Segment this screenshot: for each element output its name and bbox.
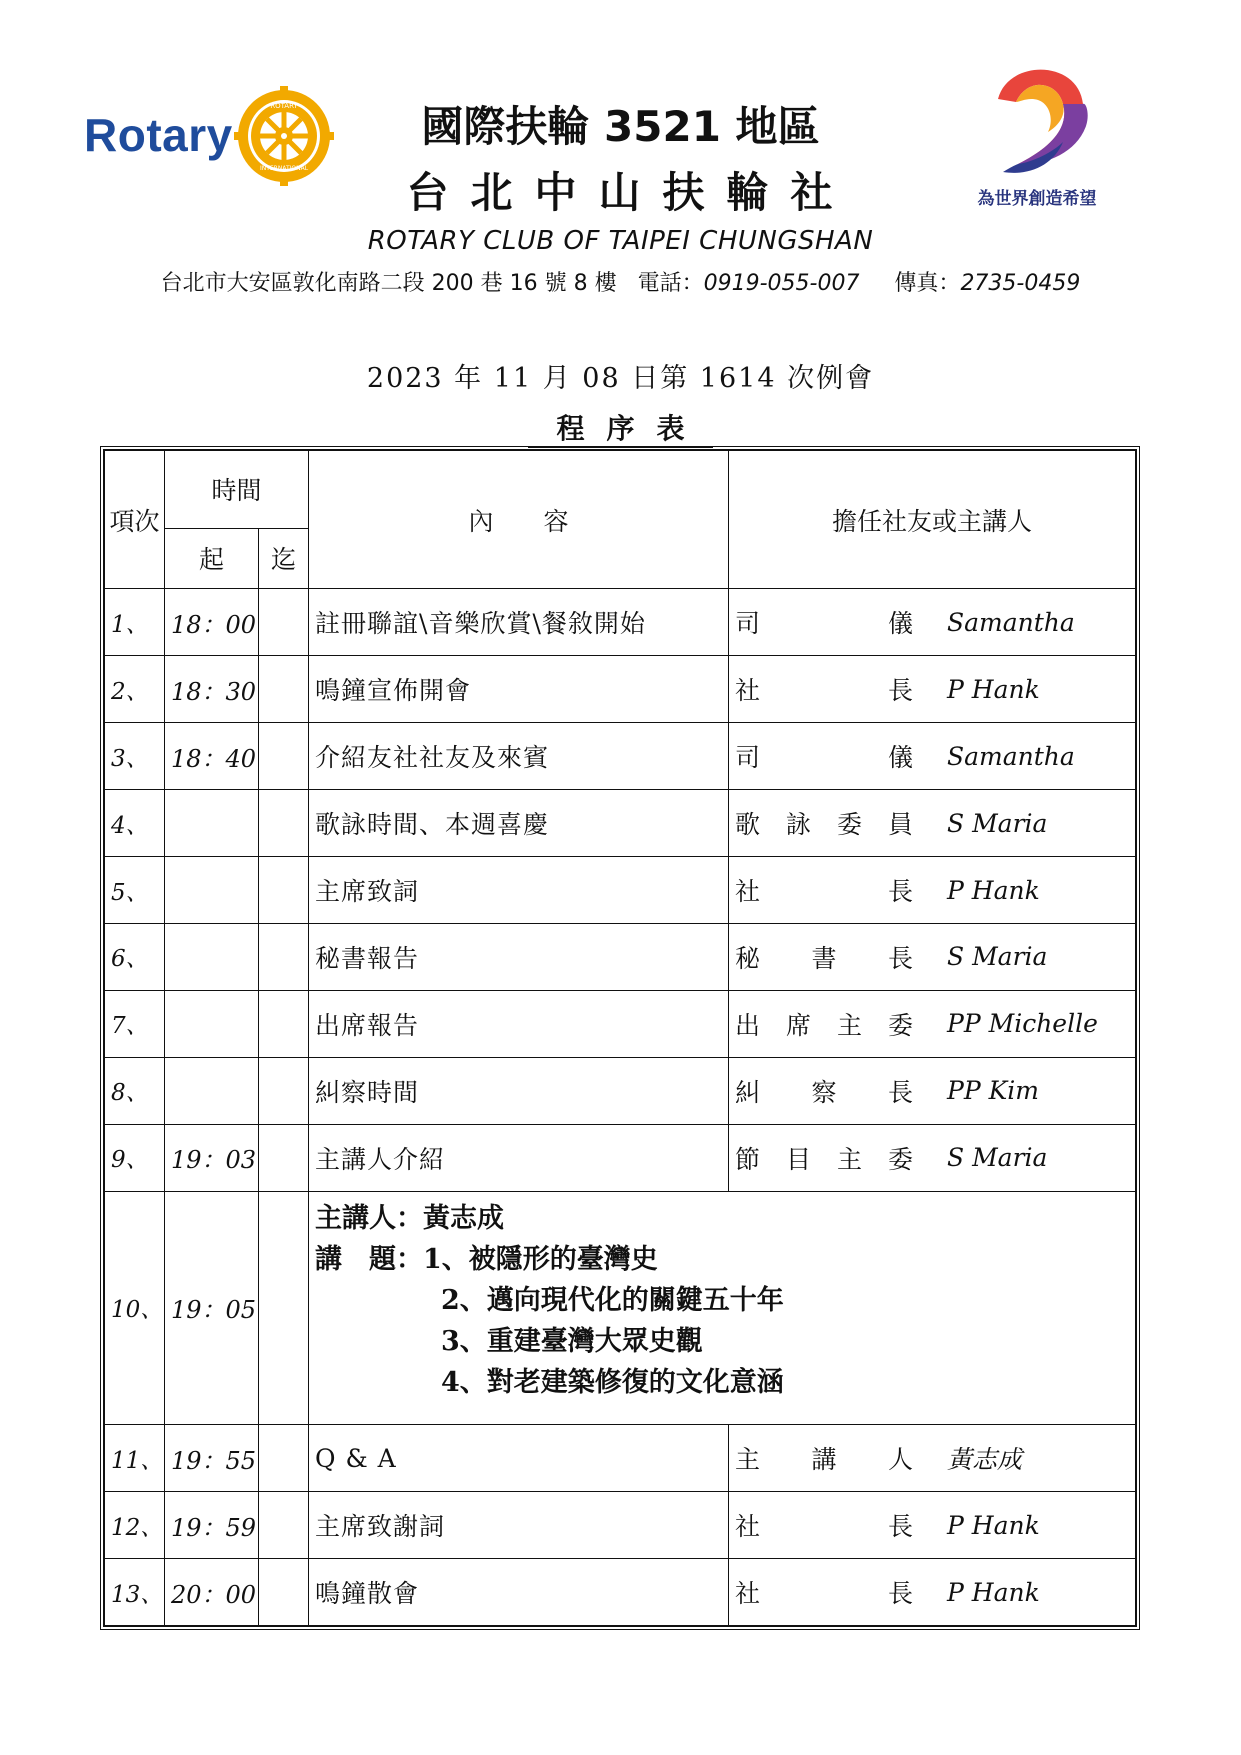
row-person [729, 1492, 1136, 1559]
row-start: 19：05 [165, 1191, 259, 1424]
row-person [729, 1124, 1136, 1191]
row-role: 社長 [735, 1512, 914, 1542]
row-end [259, 990, 309, 1057]
row-no: 8、 [105, 1057, 165, 1124]
row-name: S Maria [947, 1143, 1048, 1173]
row-no: 1、 [105, 589, 165, 656]
row-content: 介紹友社社友及來賓 [309, 723, 729, 790]
col-person-header: 擔任社友或主講人 [729, 451, 1136, 589]
fax-label: 傳真： [894, 271, 961, 296]
phone: 0919-055-007 [703, 271, 860, 296]
speaker-label: 主講人： [315, 1202, 424, 1234]
table-row [105, 656, 1136, 723]
row-person [729, 589, 1136, 656]
row-person [729, 857, 1136, 924]
col-end-header: 迄 [259, 528, 309, 588]
row-start [165, 1057, 259, 1124]
table-row [105, 1492, 1136, 1559]
row-role: 司儀 [735, 743, 914, 773]
row-content: 註冊聯誼\音樂欣賞\餐敘開始 [309, 589, 729, 656]
row-no: 13、 [105, 1559, 165, 1626]
col-content-header: 內 容 [309, 451, 729, 589]
topic-label: 講 題： [315, 1243, 424, 1275]
row-content: 主席致詞 [309, 857, 729, 924]
row-person [729, 723, 1136, 790]
row-name: PP Kim [947, 1076, 1039, 1106]
club-title: 台北中山扶輪社 [406, 168, 855, 217]
row-content: 糾察時間 [309, 1057, 729, 1124]
address: 台北市大安區敦化南路二段 200 巷 16 號 8 樓 [160, 271, 617, 296]
fax: 2735-0459 [960, 271, 1081, 296]
row-person [729, 990, 1136, 1057]
row-start: 19：03 [165, 1124, 259, 1191]
row-content: 歌詠時間、本週喜慶 [309, 790, 729, 857]
row-no: 9、 [105, 1124, 165, 1191]
district-title: 國際扶輪 3521 地區 [421, 102, 820, 151]
col-start-header: 起 [165, 528, 259, 588]
row-name: P Hank [947, 674, 1040, 704]
row-start: 20：00 [165, 1559, 259, 1626]
topic-3: 3、重建臺灣大眾史觀 [441, 1325, 703, 1357]
table-row [105, 857, 1136, 924]
row-end [259, 656, 309, 723]
topic-1: 1、被隱形的臺灣史 [423, 1243, 658, 1275]
row-role: 節目主委 [735, 1144, 914, 1174]
row-person [729, 790, 1136, 857]
row-start [165, 990, 259, 1057]
row-no: 3、 [105, 723, 165, 790]
row-no: 10、 [105, 1191, 165, 1424]
row-end [259, 1124, 309, 1191]
table-row [105, 1057, 1136, 1124]
club-english-name: ROTARY CLUB OF TAIPEI CHUNGSHAN [367, 226, 874, 256]
row-name: P Hank [947, 875, 1040, 905]
table-row [105, 790, 1136, 857]
row-end [259, 1425, 309, 1492]
row-content: Q & A [309, 1425, 729, 1492]
speaker-name: 黃志成 [423, 1202, 505, 1234]
row-start [165, 924, 259, 991]
row-no: 4、 [105, 790, 165, 857]
row-name: Samantha [947, 607, 1075, 637]
row-start: 19：55 [165, 1425, 259, 1492]
row-no: 2、 [105, 656, 165, 723]
table-row [105, 589, 1136, 656]
table-row [105, 924, 1136, 991]
row-role: 秘書長 [735, 943, 914, 973]
row-role: 出席主委 [735, 1010, 914, 1040]
slogan: 為世界創造希望 [977, 189, 1097, 209]
row-end [259, 1191, 309, 1424]
table-row [105, 990, 1136, 1057]
row-name: S Maria [947, 942, 1048, 972]
row-person [729, 1559, 1136, 1626]
row-role: 糾察長 [735, 1077, 914, 1107]
row-start: 18：40 [165, 723, 259, 790]
speaker-row [105, 1191, 1136, 1424]
row-start: 19：59 [165, 1492, 259, 1559]
wheel-text-top: ROTARY [270, 102, 298, 110]
row-name: P Hank [947, 1510, 1040, 1540]
program-title: 程序表 [528, 412, 712, 448]
col-time-header: 時間 [165, 451, 309, 529]
table-row [105, 1425, 1136, 1492]
speaker-cell [309, 1191, 1136, 1424]
table-row [105, 1559, 1136, 1626]
row-name: P Hank [947, 1577, 1040, 1607]
topic-2: 2、邁向現代化的關鍵五十年 [441, 1284, 784, 1316]
row-content: 鳴鐘散會 [309, 1559, 729, 1626]
row-name: PP Michelle [947, 1009, 1098, 1039]
rotary-wordmark: Rotary [84, 109, 233, 161]
row-role: 主講人 [735, 1445, 914, 1475]
wheel-text-bottom: INTERNATIONAL [259, 165, 309, 172]
row-name: Samantha [947, 741, 1075, 771]
row-start: 18：30 [165, 656, 259, 723]
row-person [729, 1057, 1136, 1124]
row-no: 11、 [105, 1425, 165, 1492]
program-title-wrap [0, 412, 1241, 448]
row-start [165, 857, 259, 924]
club-contact [0, 266, 1241, 297]
row-end [259, 924, 309, 991]
row-person [729, 1425, 1136, 1492]
row-end [259, 1559, 309, 1626]
row-end [259, 1057, 309, 1124]
row-end [259, 790, 309, 857]
row-start: 18：00 [165, 589, 259, 656]
row-content: 秘書報告 [309, 924, 729, 991]
row-no: 5、 [105, 857, 165, 924]
row-person [729, 656, 1136, 723]
row-person [729, 924, 1136, 991]
topic-4: 4、對老建築修復的文化意涵 [441, 1366, 784, 1398]
program-table [100, 446, 1140, 1630]
table-row [105, 1124, 1136, 1191]
row-end [259, 857, 309, 924]
phone-label: 電話： [637, 271, 704, 296]
row-role: 社長 [735, 676, 914, 706]
row-content: 鳴鐘宣佈開會 [309, 656, 729, 723]
col-item-header: 項次 [105, 451, 165, 589]
row-end [259, 1492, 309, 1559]
row-role: 社長 [735, 1579, 914, 1608]
row-no: 7、 [105, 990, 165, 1057]
row-name: S Maria [947, 808, 1048, 838]
row-start [165, 790, 259, 857]
row-end [259, 723, 309, 790]
row-role: 社長 [735, 877, 914, 907]
row-role: 歌詠委員 [735, 810, 914, 840]
row-role: 司儀 [735, 609, 914, 639]
row-content: 主講人介紹 [309, 1124, 729, 1191]
table-row [105, 723, 1136, 790]
row-no: 12、 [105, 1492, 165, 1559]
row-name: 黃志成 [947, 1445, 1023, 1475]
meeting-line: 2023 年 11 月 08 日第 1614 次例會 [366, 363, 875, 394]
row-end [259, 589, 309, 656]
row-content: 主席致謝詞 [309, 1492, 729, 1559]
row-no: 6、 [105, 924, 165, 991]
row-content: 出席報告 [309, 990, 729, 1057]
